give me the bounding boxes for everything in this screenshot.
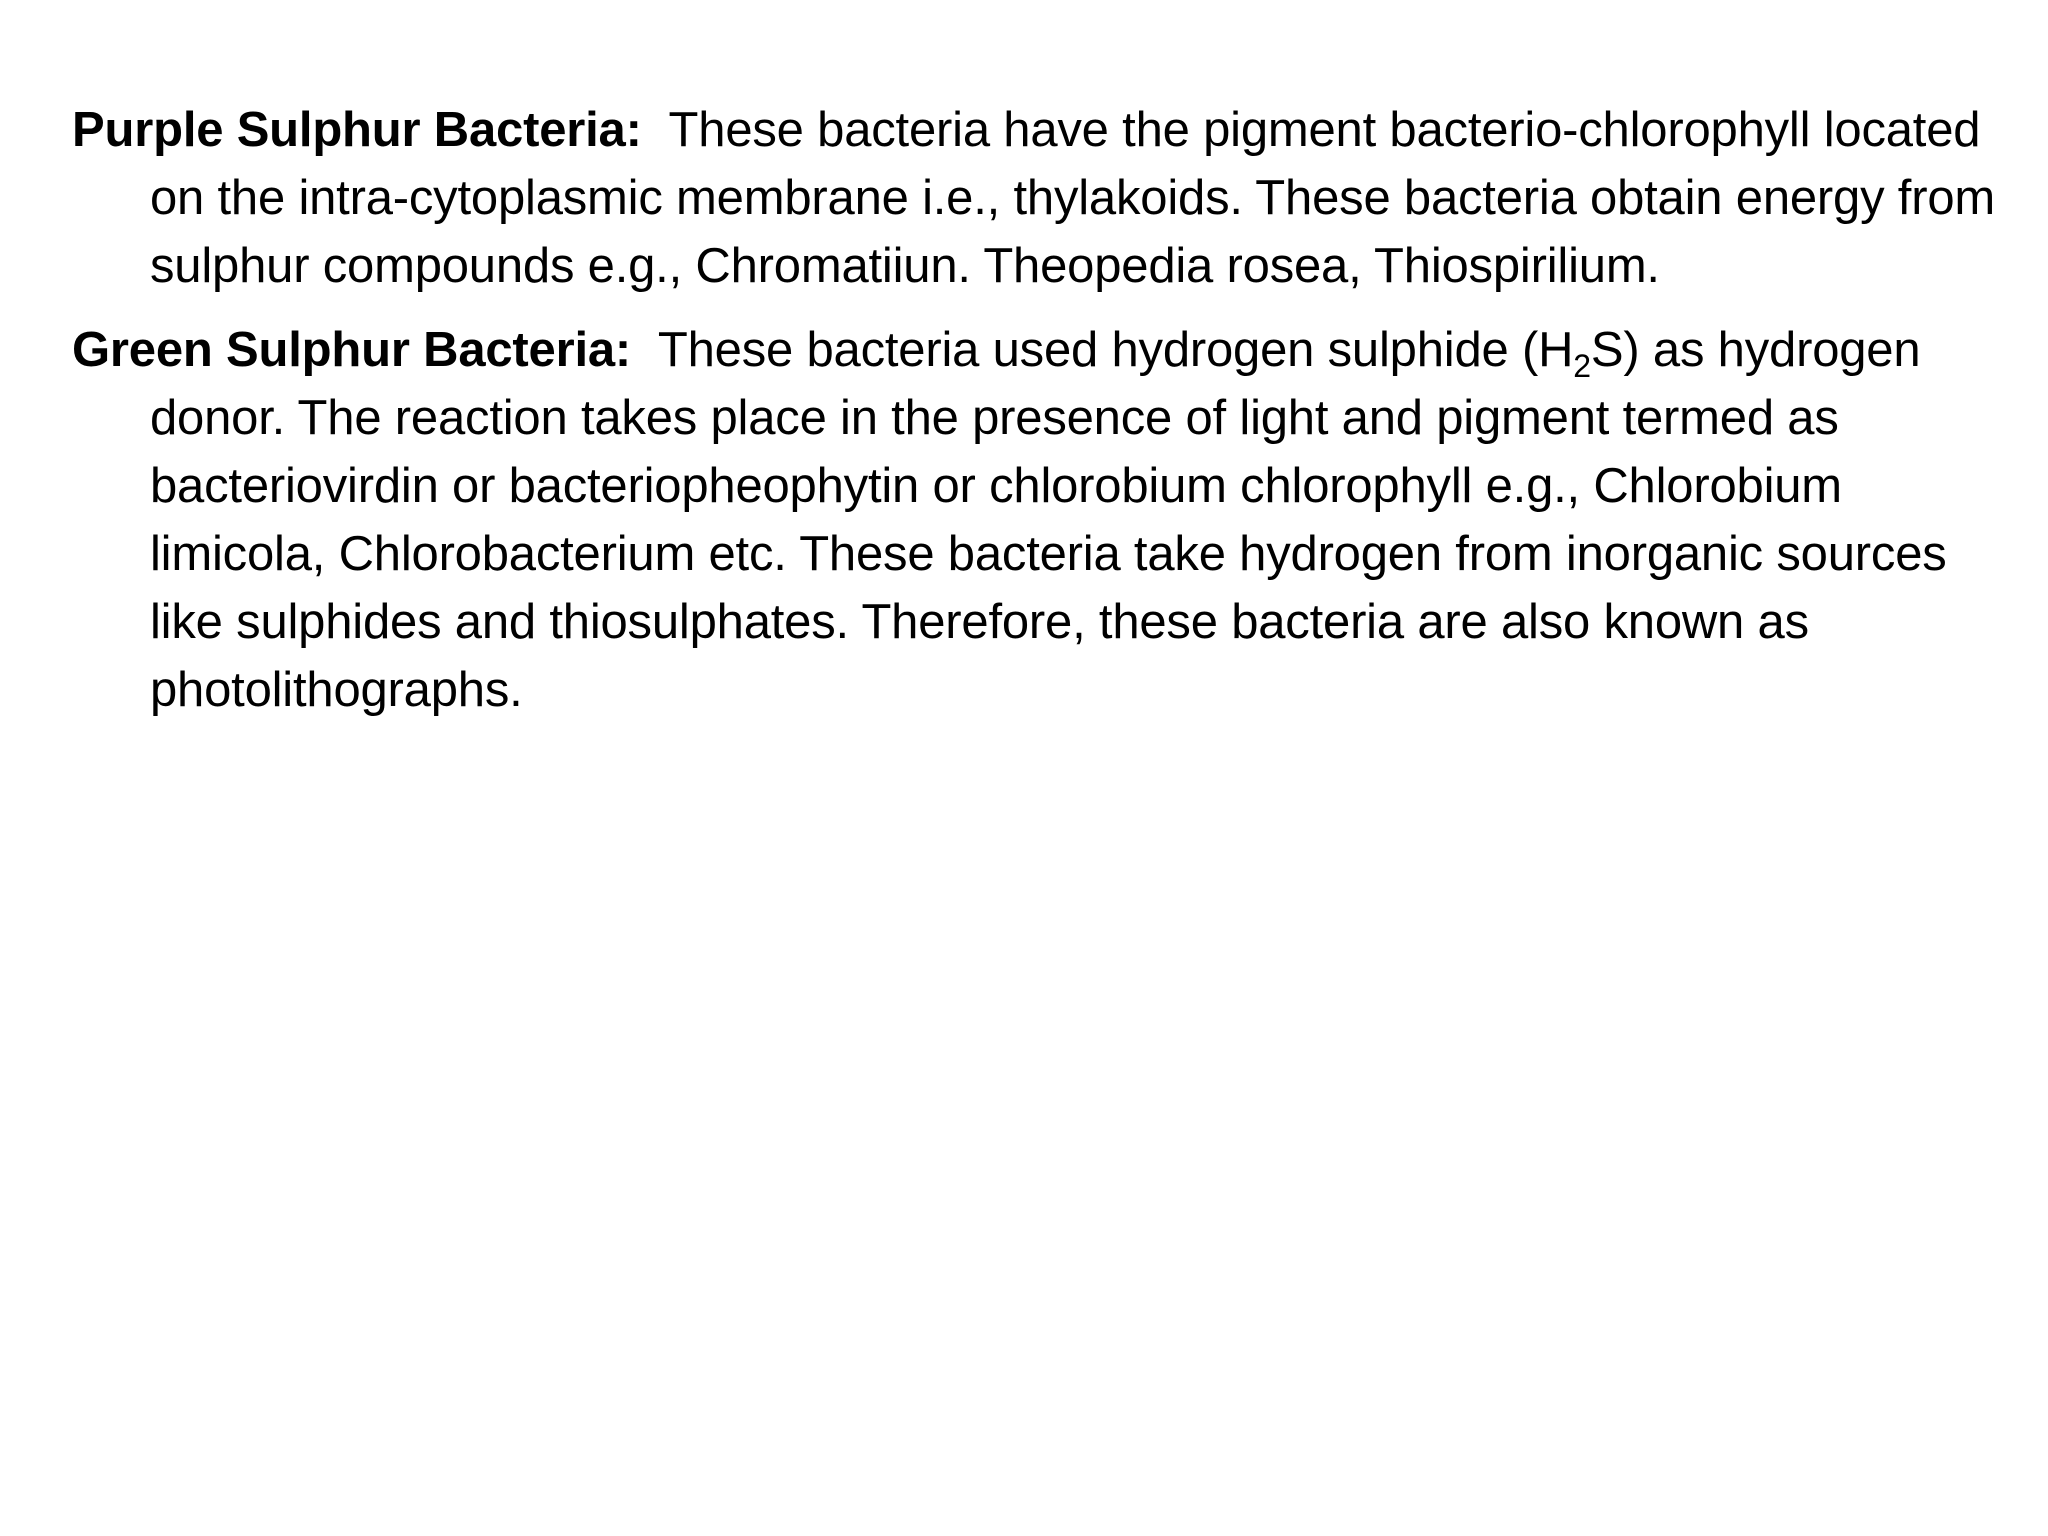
slide-body [72, 96, 2012, 740]
purple-sulphur-paragraph [72, 96, 2012, 300]
purple-sulphur-term: Purple Sulphur Bacteria: [72, 103, 642, 157]
purple-sulphur-description: These bacteria have the pigment bacterio-chlorophyll located on the intra-cytoplasmic membrane i.e., thylakoids. These bacteria obtain energy from sulphur compounds e.g., Chromatiiun. Theopedia rosea, Thiospirilium. [150, 103, 1996, 293]
green-sulphur-paragraph [72, 316, 2012, 724]
green-sulphur-description-end: S) as hydrogen donor. The reaction takes place in the presence of light and pigment termed as bacteriovirdin or bacteriopheophytin or chlorobium chlorophyll e.g., Chlorobium limicola, Chlorobacterium etc. These bacteria take hydrogen from inorganic sources like sulphides and thiosulphates. Therefore, these bacteria are also known as photolithographs. [150, 323, 1947, 717]
green-sulphur-description-start: These bacteria used hydrogen sulphide (H [657, 323, 1574, 377]
h2s-subscript: 2 [1573, 347, 1591, 384]
green-sulphur-term: Green Sulphur Bacteria: [72, 323, 632, 377]
